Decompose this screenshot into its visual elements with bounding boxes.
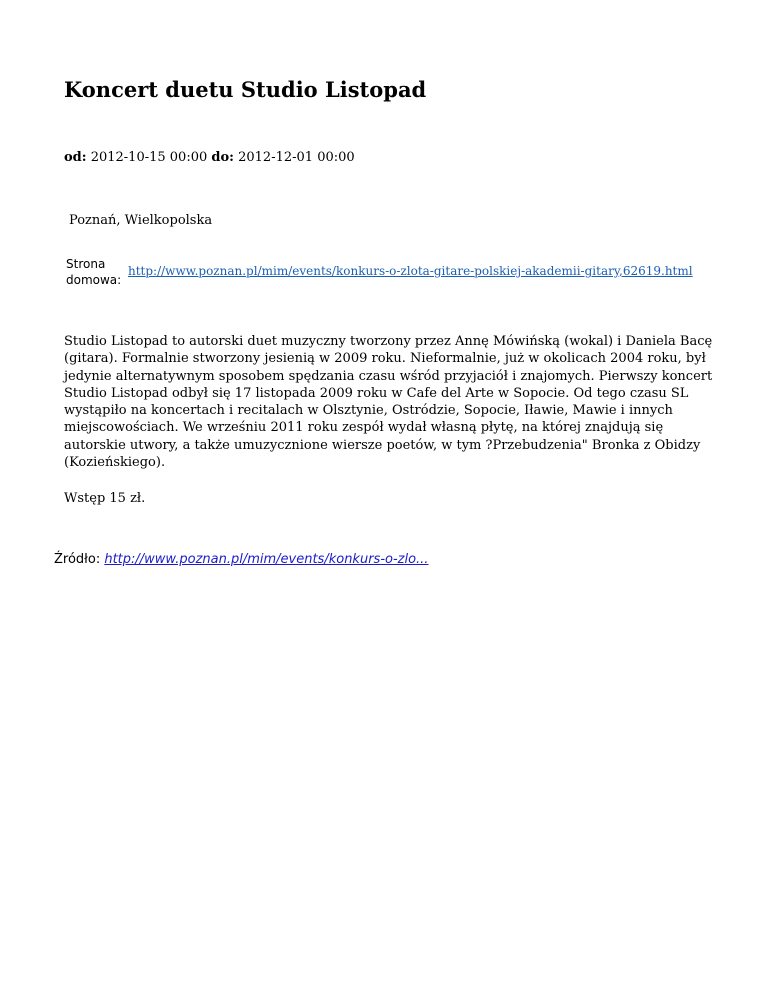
homepage-link[interactable]: http://www.poznan.pl/mim/events/konkurs-o-zlota-gitare-polskiej-akademii-gitary,62619.html: [128, 264, 693, 278]
event-title: Koncert duetu Studio Listopad: [64, 77, 427, 102]
source-link[interactable]: http://www.poznan.pl/mim/events/konkurs-o-zlo...: [104, 552, 429, 567]
to-label: do:: [211, 150, 234, 165]
from-value: 2012-10-15 00:00: [90, 150, 208, 165]
homepage-label: Strona domowa:: [66, 257, 122, 287]
event-description: Studio Listopad to autorski duet muzyczny tworzony przez Annę Mówińską (wokal) i Daniela Bacę (gitara). Formalnie stworzony jesienią w 2009 roku. Nieformalnie, już w okolicach 2004 roku, był jedynie alternatywnym sposobem spędzania czasu wśród przyjaciół i znajomych. Pierwszy koncert Studio Listopad odbył się 17 listopada 2009 roku w Cafe del Arte w Sopocie. Od tego czasu SL wystąpiło na koncertach i recitalach w Olsztynie, Ostródzie, Sopocie, Iławie, Mawie i innych miejscowościach. We wrześniu 2011 roku zespół wydał własną płytę, na której znajdują się autorskie utwory, a także umuzycznione wiersze poetów, w tym ?Przebudzenia" Bronka z Obidzy (Kozieńskiego).: [64, 334, 713, 471]
source-line: [54, 551, 428, 569]
event-dates: [64, 149, 355, 167]
event-location: Poznań, Wielkopolska: [69, 213, 213, 228]
entry-fee: Wstęp 15 zł.: [64, 491, 146, 506]
to-value: 2012-12-01 00:00: [238, 150, 355, 165]
source-label: Źródło:: [54, 552, 101, 567]
from-label: od:: [64, 150, 87, 165]
